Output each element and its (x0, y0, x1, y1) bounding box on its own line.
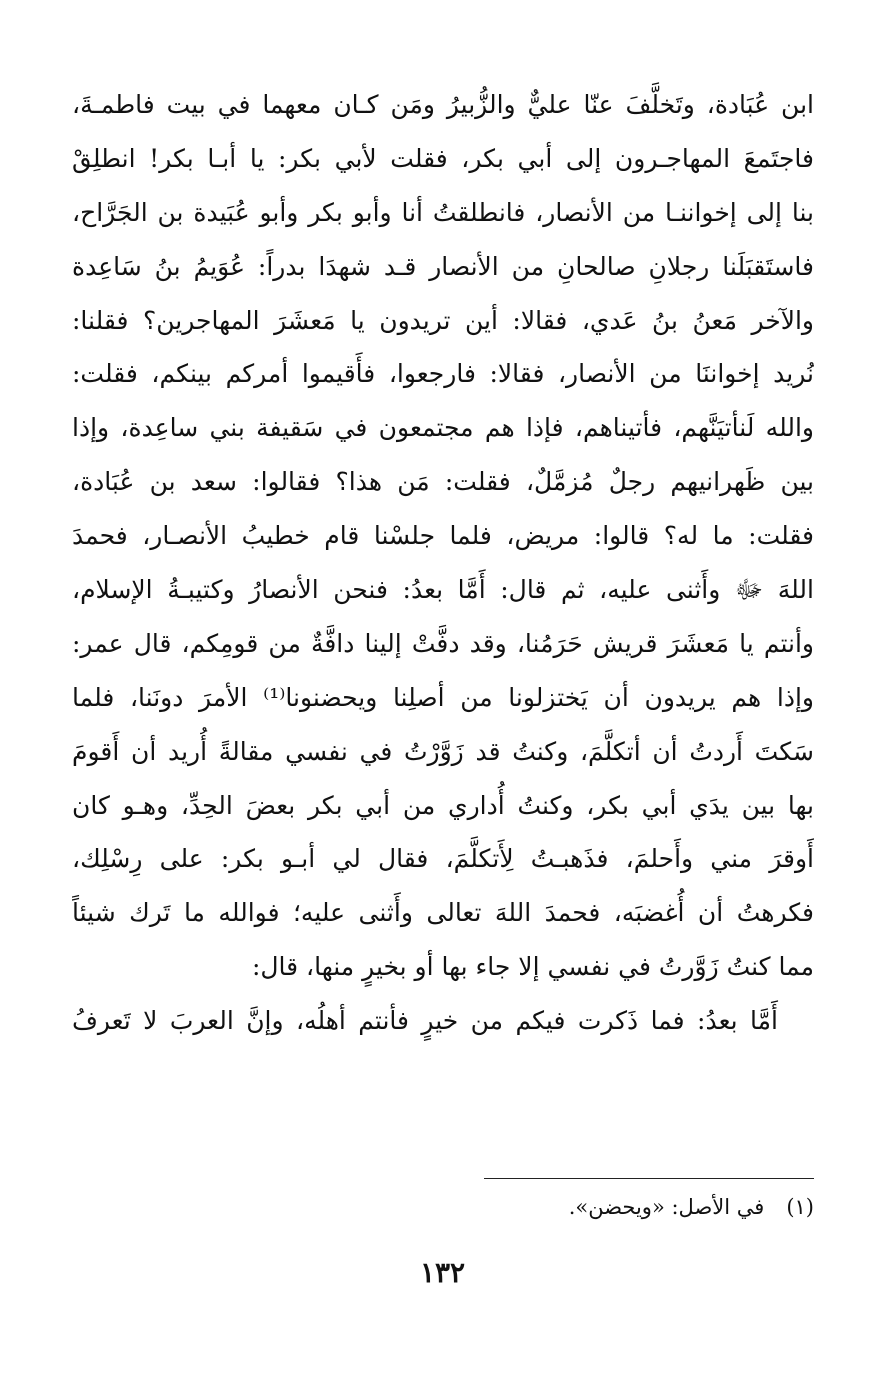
text-line: سَكتَ أَردتُ أن أتكلَّمَ، وكنتُ قد زَوَّرْتُ في نفسي مقالةً أُريد أن أَقومَ (72, 736, 814, 766)
text-line: فاجتَمعَ المهاجـرون إلى أبي بكر، فقلت لأبي بكر: يا أبـا بكر! انطلِقْ (72, 143, 814, 173)
text-line: مما كنتُ زَوَّرتُ في نفسي إلا جاء بها أو بخيرٍ منها، قال: (251, 952, 814, 982)
text-line: فاستَقبَلَنا رجلانِ صالحانِ من الأنصار قـد شهدَا بدراً: عُوَيمُ بنُ سَاعِدة (72, 251, 814, 281)
text-line: اللهَ ﷻ وأَثنى عليه، ثم قال: أَمَّا بعدُ: فنحن الأنصارُ وكتيبـةُ الإسلام، (72, 575, 814, 605)
text-line: أَمَّا بعدُ: فما ذَكرت فيكم من خيرٍ فأنتم أهلُه، وإنَّ العربَ لا تَعرفُ (72, 1006, 778, 1036)
text-line: فكرهتُ أن أُغضبَه، فحمدَ اللهَ تعالى وأَثنى عليه؛ فوالله ما تَرك شيئاً (72, 898, 814, 928)
text-line: فقلت: ما له؟ قالوا: مريض، فلما جلسْنا قام خطيبُ الأنصـار، فحمدَ (72, 521, 814, 551)
footnote-separator (484, 1178, 814, 1179)
text-line: بين ظَهرانيهم رجلٌ مُزمَّلٌ، فقلت: مَن هذا؟ فقالوا: سعد بن عُبَادة، (72, 467, 814, 497)
text-line: والله لَنأتيَنَّهم، فأتيناهم، فإذا هم مجتمعون في سَقيفة بني ساعِدة، وإذا (72, 413, 814, 443)
text-line: وإذا هم يريدون أن يَختزلونا من أصلِنا ويحضنونا⁽¹⁾ الأمرَ دونَنا، فلما (72, 682, 814, 712)
text-line: بنا إلى إخواننـا من الأنصار، فانطلقتُ أنا وأبو بكر وأبو عُبَيدة بن الجَرَّاح، (72, 197, 814, 227)
page-number: ١٣٢ (419, 1256, 466, 1289)
text-line: وأنتم يا مَعشَرَ قريش حَرَمُنا، وقد دفَّتْ إلينا دافَّةٌ من قومِكم، قال عمر: (72, 628, 814, 658)
text-line: أَوقرَ مني وأَحلمَ، فذَهبـتُ لِأَتكلَّمَ، فقال لي أبـو بكر: على رِسْلِك، (72, 844, 814, 874)
text-line: والآخر مَعنُ بنُ عَدي، فقالا: أين تريدون يا مَعشَرَ المهاجرين؟ فقلنا: (72, 305, 814, 335)
text-line: ابن عُبَادة، وتَخلَّفَ عنّا عليٌّ والزُّبيرُ ومَن كـان معهما في بيت فاطمـةَ، (72, 90, 814, 119)
main-text-block (72, 78, 814, 1048)
text-line: بها بين يدَي أبي بكر، وكنتُ أُداري من أبي بكر بعضَ الحِدِّ، وهـو كان (72, 790, 814, 820)
footnote (72, 1190, 814, 1224)
footnote-number: (١) (786, 1195, 814, 1219)
text-line: نُريد إخواننَا من الأنصار، فقالا: فارجعوا، فأَقيموا أمركم بينكم، فقلت: (72, 359, 814, 389)
footnote-text: في الأصل: «ويحضن». (568, 1195, 765, 1219)
